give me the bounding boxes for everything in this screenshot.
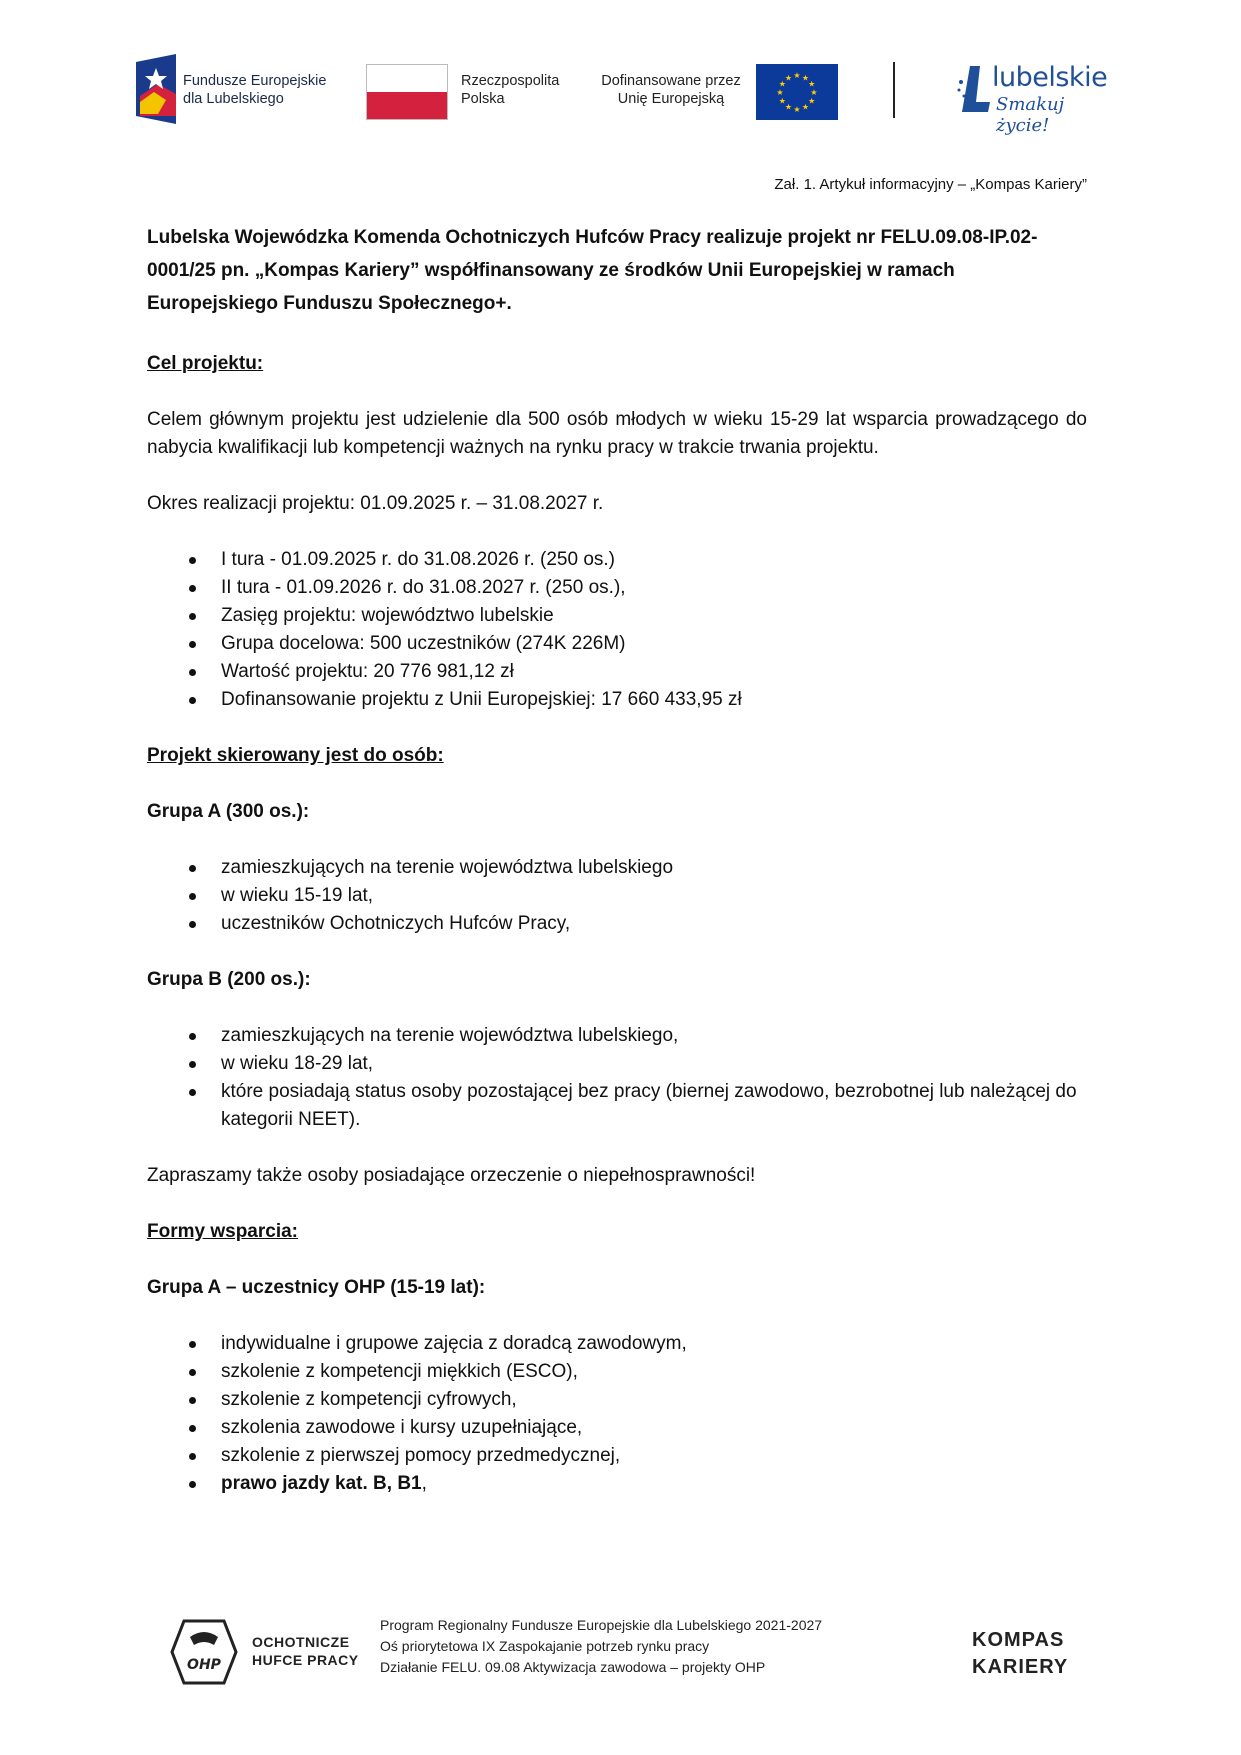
ohp-name: OCHOTNICZE HUFCE PRACY (252, 1634, 359, 1668)
kompas-kariery-logo: KOMPAS KARIERY (972, 1629, 1069, 1678)
project-details-list (147, 546, 1087, 714)
pl-logo-text: Rzeczpospolita Polska (461, 73, 560, 107)
eu-star-icon: ★ (793, 71, 801, 80)
article-content (147, 150, 1087, 1498)
list-item: Wartość projektu: 20 776 981,12 zł (147, 658, 1087, 686)
support-group-a-title: Grupa A – uczestnicy OHP (15-19 lat): (147, 1277, 486, 1298)
target-heading: Projekt skierowany jest do osób: (147, 745, 444, 766)
page-footer (170, 1615, 1070, 1695)
fundusze-europejskie-logo (136, 54, 356, 124)
group-b-list (147, 1022, 1087, 1134)
eu-star-icon: ★ (784, 102, 793, 112)
lubelskie-l-icon (956, 62, 992, 118)
period-text: Okres realizacji projektu: 01.09.2025 r. – 31.08.2027 r. (147, 493, 604, 514)
polish-flag-icon (366, 64, 448, 120)
list-item: zamieszkujących na terenie województwa lubelskiego, (147, 1022, 1087, 1050)
list-item: szkolenie z kompetencji cyfrowych, (147, 1386, 1087, 1414)
ohp-logo-icon (170, 1619, 238, 1685)
group-b-title: Grupa B (200 os.): (147, 969, 311, 990)
list-item: szkolenie z kompetencji miękkich (ESCO), (147, 1358, 1087, 1386)
eu-flag-icon (756, 64, 838, 120)
support-list (147, 1330, 1087, 1498)
group-a-list (147, 854, 1087, 938)
list-item: Grupa docelowa: 500 uczestników (274K 226M) (147, 630, 1087, 658)
eu-star-icon: ★ (801, 102, 810, 112)
eu-star-icon: ★ (778, 79, 786, 89)
list-item: Zasięg projektu: województwo lubelskie (147, 602, 1087, 630)
support-heading: Formy wsparcia: (147, 1221, 298, 1242)
list-item: szkolenia zawodowe i kursy uzupełniające, (147, 1414, 1087, 1442)
eu-cofinancing-logo (596, 54, 846, 124)
fe-star-icon (136, 54, 176, 124)
list-item: w wieku 18-29 lat, (147, 1050, 1087, 1078)
goal-heading: Cel projektu: (147, 353, 264, 374)
list-item: Dofinansowanie projektu z Unii Europejskiej: 17 660 433,95 zł (147, 686, 1087, 714)
list-item: II tura - 01.09.2026 r. do 31.08.2027 r. (250 os.), (147, 574, 1087, 602)
eu-star-icon: ★ (784, 73, 793, 83)
svg-text:OHP: OHP (187, 1657, 221, 1673)
fe-logo-text: Fundusze Europejskie dla Lubelskiego (183, 73, 327, 107)
rzeczpospolita-logo (366, 54, 566, 124)
header-logos (136, 54, 1108, 136)
lubelskie-slogan: Smakuj życie! (996, 94, 1065, 136)
list-item: uczestników Ochotniczych Hufców Pracy, (147, 910, 1087, 938)
eu-star-icon: ★ (801, 73, 810, 83)
eu-star-icon: ★ (776, 88, 784, 97)
list-item: które posiadają status osoby pozostającej bez pracy (biernej zawodowo, bezrobotnej lub należącej do kategorii NEET). (147, 1078, 1087, 1134)
list-item: I tura - 01.09.2025 r. do 31.08.2026 r. (250 os.) (147, 546, 1087, 574)
logo-divider (893, 62, 895, 118)
eu-star-icon: ★ (778, 96, 786, 106)
group-a-title: Grupa A (300 os.): (147, 801, 310, 822)
eu-star-icon: ★ (793, 105, 801, 114)
list-item: prawo jazdy kat. B, B1, (147, 1470, 1087, 1498)
list-item: szkolenie z pierwszej pomocy przedmedycznej, (147, 1442, 1087, 1470)
invite-text: Zapraszamy także osoby posiadające orzeczenie o niepełnosprawności! (147, 1165, 756, 1186)
goal-text: Celem głównym projektu jest udzielenie dla 500 osób młodych w wieku 15-29 lat wsparcia prowadzącego do nabycia kwalifikacji lub kompetencji ważnych na rynku pracy w trakcie trwania projektu. (147, 409, 1087, 458)
eu-star-icon: ★ (808, 79, 816, 89)
lubelskie-logo (946, 54, 1116, 136)
eu-star-icon: ★ (810, 88, 818, 97)
intro-paragraph: Lubelska Wojewódzka Komenda Ochotniczych Hufców Pracy realizuje projekt nr FELU.09.08-IP.02-0001/25 pn. „Kompas Kariery” współfinansowany ze środków Unii Europejskiej w ramach Europejskiego Funduszu Społecznego+. (147, 227, 1038, 314)
program-info: Program Regionalny Fundusze Europejskie dla Lubelskiego 2021-2027 Oś priorytetowa IX Zaspokajanie potrzeb rynku pracy Działanie FELU. 09.08 Aktywizacja zawodowa – projekty OHP (380, 1617, 823, 1675)
list-item: indywidualne i grupowe zajęcia z doradcą zawodowym, (147, 1330, 1087, 1358)
eu-logo-text: Dofinansowane przez Unię Europejską (601, 73, 741, 107)
list-item: w wieku 15-19 lat, (147, 882, 1087, 910)
list-item: zamieszkujących na terenie województwa lubelskiego (147, 854, 1087, 882)
lubelskie-name: lubelskie (992, 62, 1108, 93)
attachment-label: Zał. 1. Artykuł informacyjny – „Kompas Kariery” (774, 176, 1087, 193)
eu-star-icon: ★ (808, 96, 816, 106)
